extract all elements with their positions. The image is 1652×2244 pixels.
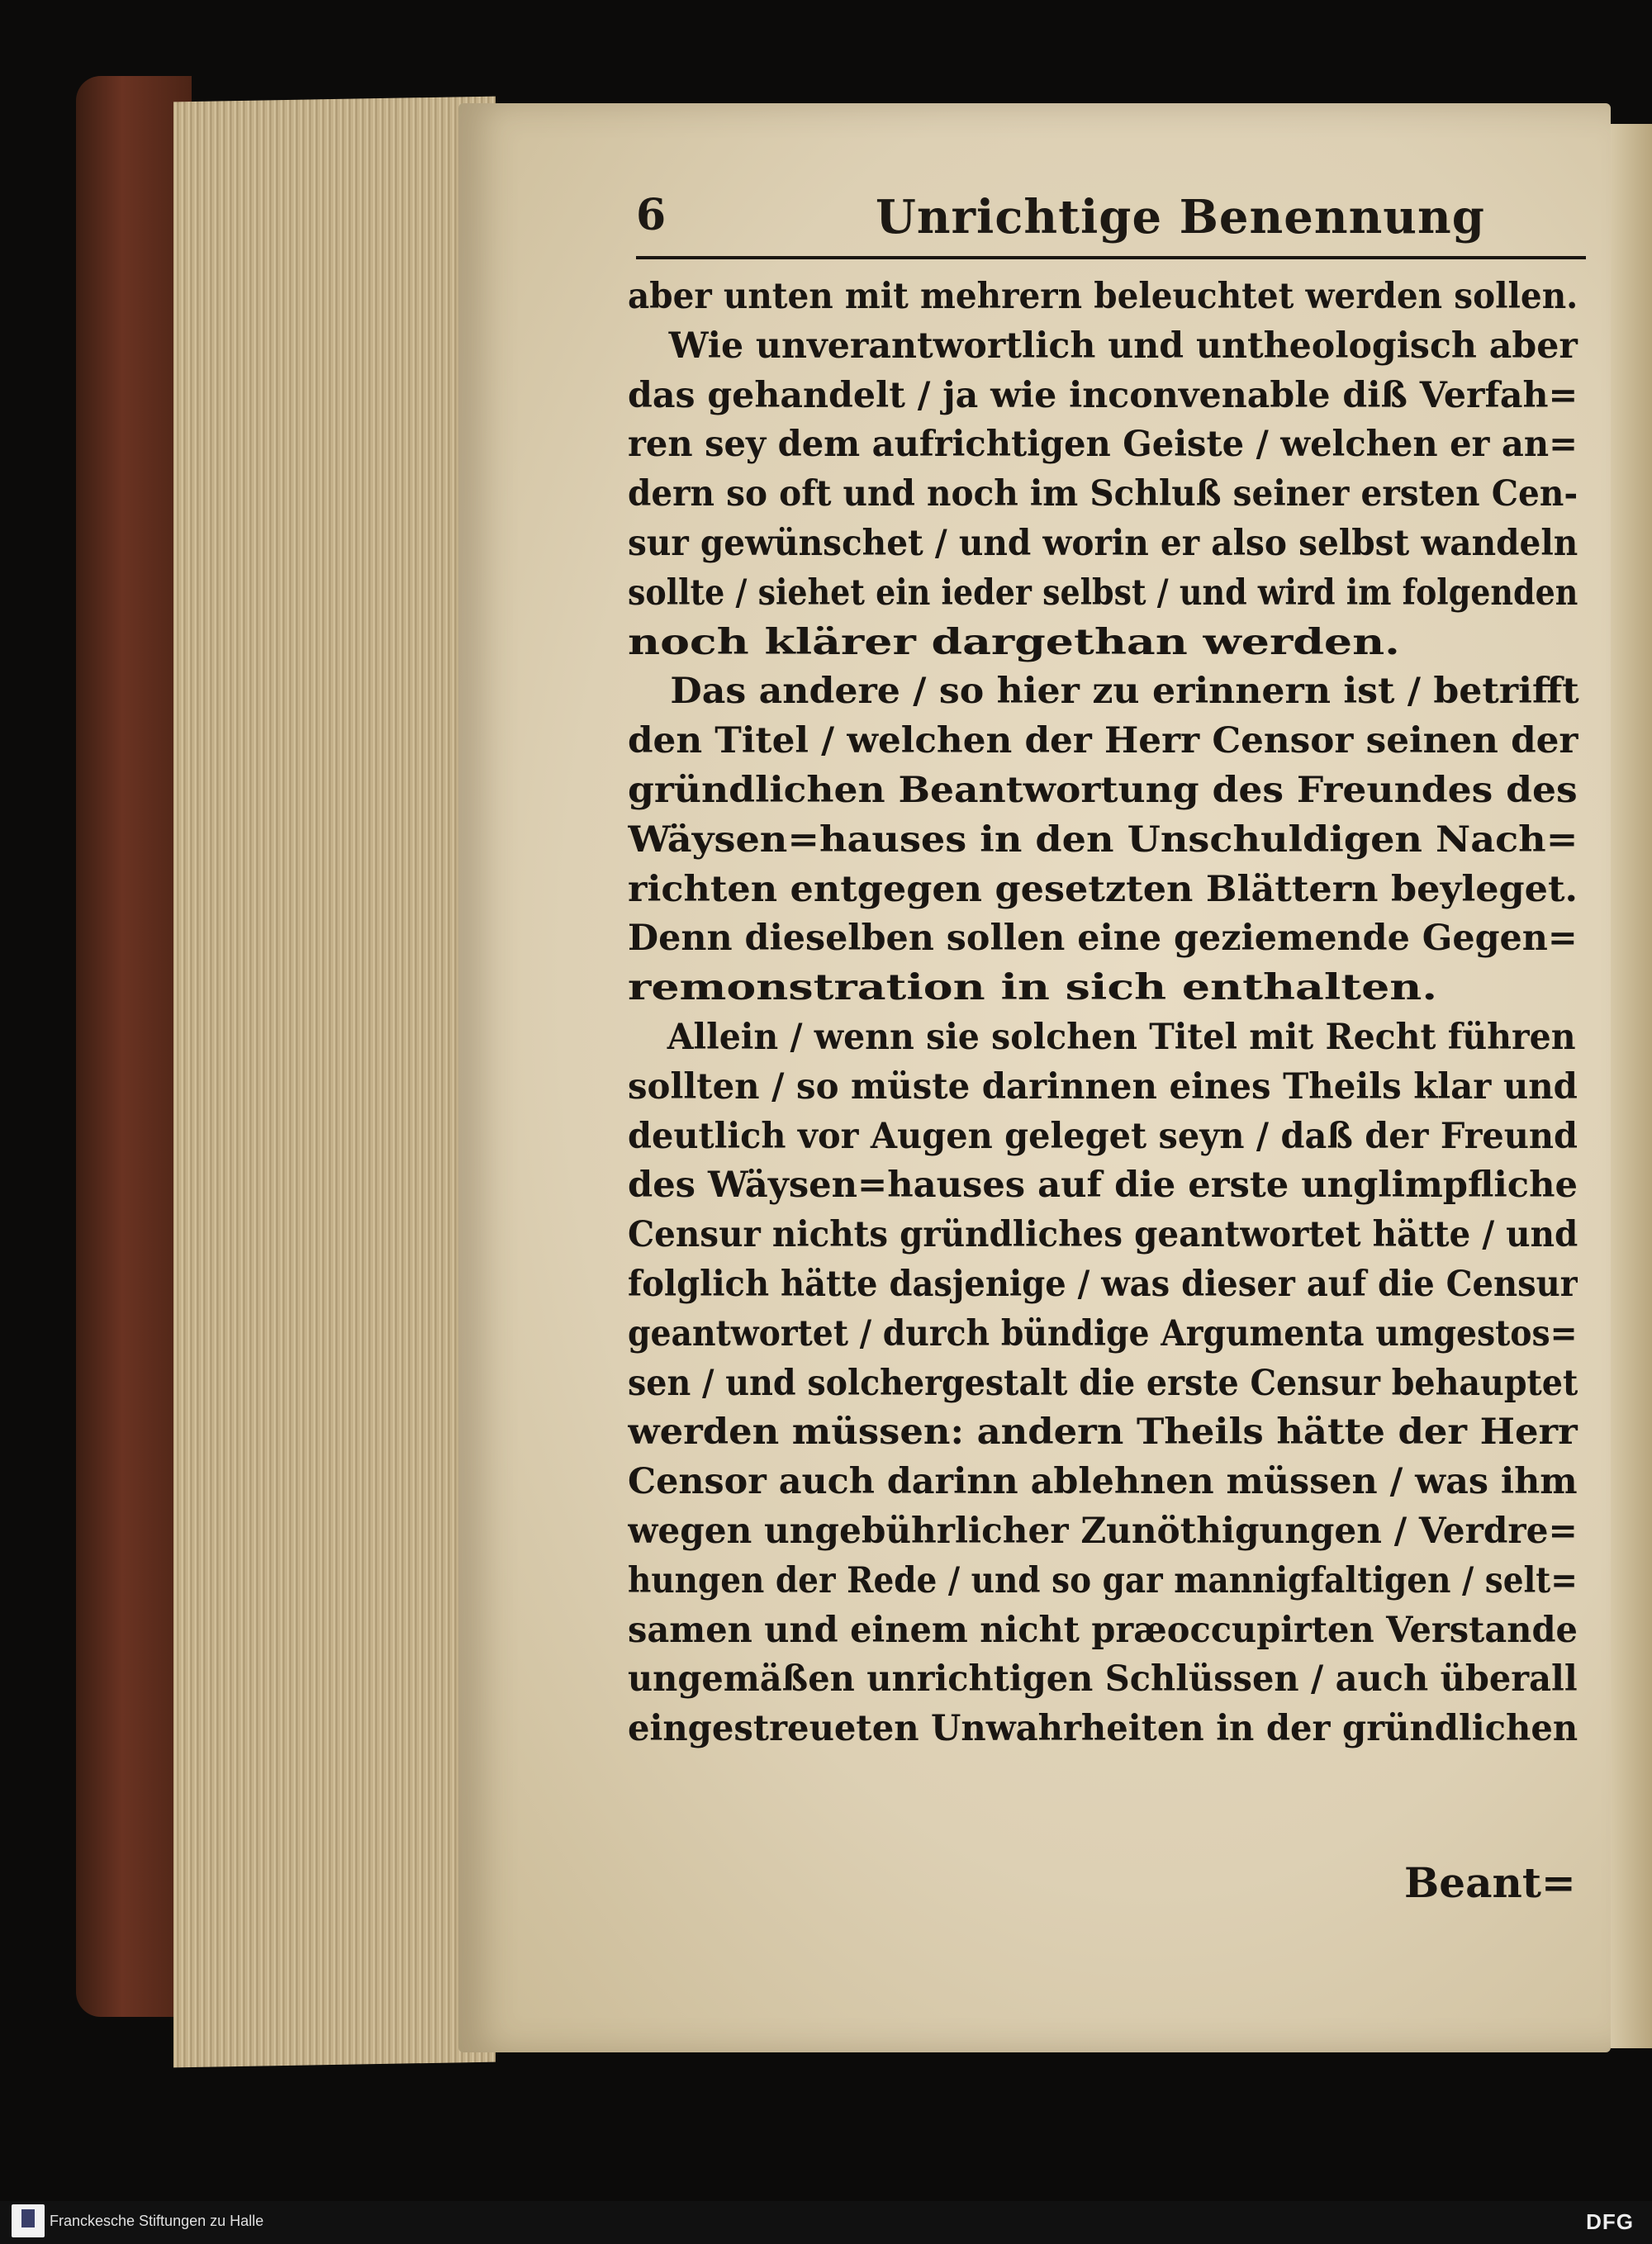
institution-logo-icon xyxy=(12,2204,45,2237)
text-line: Denn dieselben sollen eine geziemende Gegen= xyxy=(628,918,1578,960)
text-line: Allein / wenn sie solchen Titel mit Recht führen xyxy=(667,1016,1576,1058)
text-line: aber unten mit mehrern beleuchtet werden sollen. xyxy=(628,276,1578,317)
text-line: hungen der Rede / und so gar mannigfaltigen / selt= xyxy=(628,1559,1578,1601)
text-line: eingestreueten Unwahrheiten in der gründlichen xyxy=(628,1708,1578,1750)
text-line: sur gewünschet / und worin er also selbst wandeln xyxy=(628,522,1578,564)
facing-page-edge xyxy=(1611,124,1652,2048)
text-line: ren sey dem aufrichtigen Geiste / welchen er an= xyxy=(628,424,1578,466)
text-line: deutlich vor Augen geleget seyn / daß der Freund xyxy=(628,1115,1578,1157)
text-line: folglich hätte dasjenige / was dieser auf die Censur xyxy=(628,1263,1578,1305)
text-line: den Titel / welchen der Herr Censor seinen der xyxy=(628,720,1578,762)
text-line: Das andere / so hier zu erinnern ist / betrifft xyxy=(670,671,1579,713)
page-number: 6 xyxy=(636,190,667,240)
text-line: gründlichen Beantwortung des Freundes des xyxy=(628,769,1578,811)
text-line: werden müssen: andern Theils hätte der Herr xyxy=(628,1411,1578,1454)
text-line: Wie unverantwortlich und untheologisch aber xyxy=(668,325,1578,367)
institution-name: Franckesche Stiftungen zu Halle xyxy=(50,2213,264,2229)
text-line: dern so oft und noch im Schluß seiner ersten Cen- xyxy=(628,473,1578,515)
text-line: Censor auch darinn ablehnen müssen / was ihm xyxy=(628,1461,1578,1503)
running-title: Unrichtige Benennung xyxy=(876,190,1485,244)
page-block-edges xyxy=(173,97,496,2068)
text-line: sollten / so müste darinnen eines Theils klar und xyxy=(628,1065,1578,1108)
catchword: Beant= xyxy=(1404,1858,1576,1907)
dfg-logo: DFG xyxy=(1586,2209,1634,2234)
text-line: geantwortet / durch bündige Argumenta umgestos= xyxy=(628,1312,1578,1354)
footer-bar xyxy=(0,2201,1652,2244)
text-line: noch klärer dargethan werden. xyxy=(628,621,1400,663)
text-line: das gehandelt / ja wie inconvenable diß Verfah= xyxy=(628,374,1578,416)
page-header xyxy=(636,190,1586,259)
text-line: richten entgegen gesetzten Blättern beyleget. xyxy=(628,868,1578,910)
text-line: sollte / siehet ein ieder selbst / und wird im folgenden xyxy=(628,572,1578,614)
text-line: Wäysen=hauses in den Unschuldigen Nach= xyxy=(628,818,1578,861)
text-line: sen / und solchergestalt die erste Censur behauptet xyxy=(628,1362,1578,1404)
text-line: wegen ungebührlicher Zunöthigungen / Verdre= xyxy=(628,1510,1578,1552)
text-line: Censur nichts gründliches geantwortet hätte / und xyxy=(628,1214,1578,1256)
text-line: samen und einem nicht præoccupirten Verstande xyxy=(628,1609,1578,1651)
text-line: des Wäysen=hauses auf die erste unglimpfliche xyxy=(628,1165,1578,1207)
body-text xyxy=(628,273,1578,1754)
text-line: remonstration in sich enthalten. xyxy=(628,967,1438,1009)
text-line: ungemäßen unrichtigen Schlüssen / auch überall xyxy=(628,1658,1578,1701)
